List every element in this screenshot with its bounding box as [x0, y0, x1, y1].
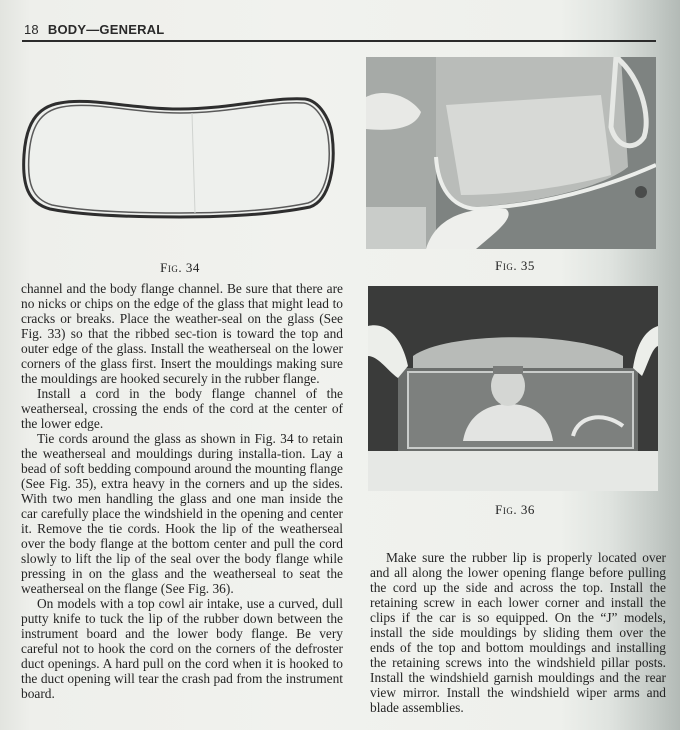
paragraph: channel and the body flange channel. Be sure that there are no nicks or chips on the edge of the glass that might lead to cracks or breaks. Place the weather-seal on the glass (See Fig. 33) so that the ribbed sec-tion is toward the top and outer edge of the glass. Install the weatherseal on the lower corners of the glass first. Insert the mouldings making sure the mouldings are hooked securely in the rubber flange.	[21, 281, 343, 386]
paragraph: Make sure the rubber lip is properly located over and all along the lower opening flange before pulling the cord up the side and across the top. Install the retaining screw in each lower corner and install the clips if the car is so equipped. On the “J” models, install the side mouldings by sliding them over the ends of the top and bottom mouldings and installing the retaining screws into the windshield pillar posts. Install the windshield garnish mouldings and the rear view mirror. Install the windshield wiper arms and blade assemblies.	[370, 550, 666, 715]
right-text-column	[370, 550, 666, 715]
windshield-installation-photo	[368, 286, 658, 491]
bedding-compound-photo	[366, 57, 656, 249]
left-text-column	[21, 281, 343, 701]
page-number: 18	[24, 22, 39, 37]
figure-34-image	[20, 95, 340, 220]
figure-35-image	[366, 57, 656, 249]
figure-34-caption: Fig. 34	[160, 260, 200, 275]
running-head	[24, 22, 164, 37]
paragraph: On models with a top cowl air intake, use a curved, dull putty knife to tuck the lip of the rubber down between the instrument board and the lower body flange. Be very careful not to hook the cord on the corners of the defroster duct openings. A hard pull on the cord when it is hooked to the duct opening will tear the crash pad from the instrument board.	[21, 596, 343, 701]
paragraph: Tie cords around the glass as shown in Fig. 34 to retain the weatherseal and mouldings during installa-tion. Lay a bead of soft bedding compound around the mounting flange (See Fig. 35), extra heavy in the corners and up the sides. With two men handling the glass and one man inside the car carefully place the windshield in the opening and center it. Remove the tie cords. Hook the lip of the weatherseal over the body flange at the bottom center and pull the cord slowly to lift the lip of the seal over the body flange while pressing in on the glass and the weatherseal to seat the weatherseal on the flange (See Fig. 36).	[21, 431, 343, 596]
figure-36-caption: Fig. 36	[495, 502, 535, 517]
figure-36-image	[368, 286, 658, 491]
header-rule	[22, 40, 656, 42]
section-title: BODY—GENERAL	[47, 22, 165, 37]
paragraph: Install a cord in the body flange channel of the weatherseal, crossing the ends of the cord at the center of the lower edge.	[21, 386, 343, 431]
figure-35-caption: Fig. 35	[495, 258, 535, 273]
windshield-weatherseal-illustration	[20, 95, 340, 220]
